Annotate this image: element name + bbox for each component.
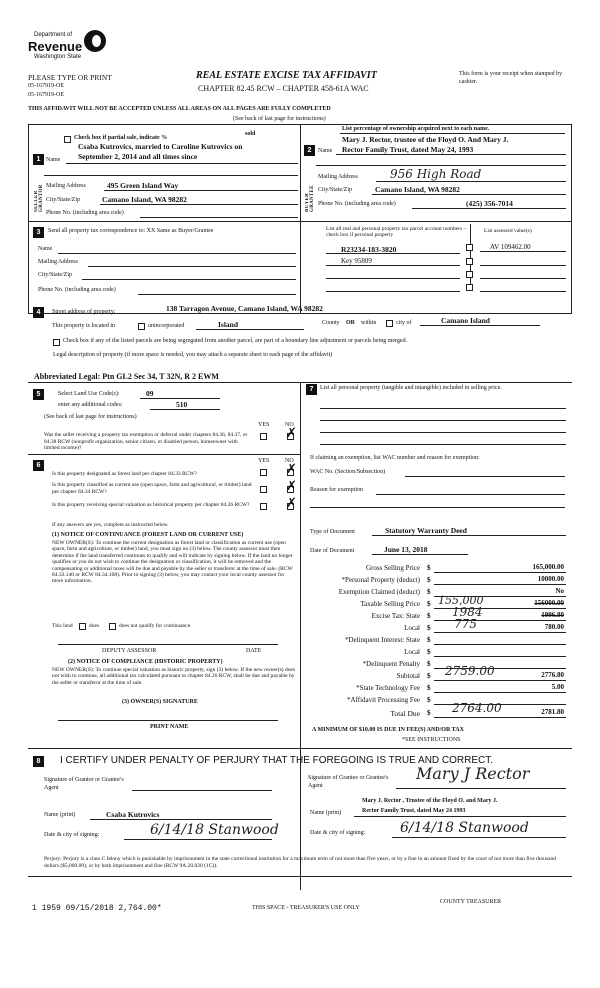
receipt-note: This form is your receipt when stamped by cashier. xyxy=(459,71,563,85)
seller-name-label: Name xyxy=(46,157,61,163)
grantor-date-label: Date & city of signing: xyxy=(44,832,100,838)
continuance-title: (1) NOTICE OF CONTINUANCE (FOREST LAND OR CURRENT USE) xyxy=(52,532,244,538)
chapter-label: CHAPTER 82.45 RCW – CHAPTER 458-61A WAC xyxy=(198,84,369,93)
deputy-assessor-label: DEPUTY ASSESSOR xyxy=(102,648,157,654)
certify-statement: I CERTIFY UNDER PENALTY OF PERJURY THAT THE FOREGOING IS TRUE AND CORRECT. xyxy=(60,755,494,766)
section-1-marker: 1 xyxy=(33,154,44,165)
within-label: within xyxy=(361,320,377,326)
county-treasurer-label: COUNTY TREASURER xyxy=(440,899,502,905)
assessed-value[interactable]: AV 109462.00 xyxy=(490,243,531,251)
excise-local-label: Local xyxy=(404,624,420,632)
reason-label: Reason for exemption xyxy=(310,487,363,493)
partial-sale-label: Check box if partial sale, indicate % xyxy=(74,135,168,141)
street-value[interactable]: 138 Tarragon Avenue, Camano Island, WA 98282 xyxy=(166,304,323,313)
exemption-claimed-value[interactable]: No xyxy=(555,587,564,595)
seller-mailing-value[interactable]: 495 Green Island Way xyxy=(107,181,179,190)
forest-yes-label: YES xyxy=(258,458,270,464)
taxable-struck-value[interactable]: 156000.00 xyxy=(534,599,564,607)
forest-no-label: NO xyxy=(285,458,294,464)
grantee-date-city[interactable]: 6/14/18 Stanwood xyxy=(400,820,529,836)
form-title: REAL ESTATE EXCISE TAX AFFIDAVIT xyxy=(196,70,377,81)
subtotal-label: Subtotal xyxy=(396,672,420,680)
taxable-handwritten: 155,000 xyxy=(438,594,484,607)
seller-mailing-label: Mailing Address xyxy=(46,183,86,189)
does-not-checkbox[interactable] xyxy=(109,623,116,630)
compliance-text: NEW OWNER(S): To continue special valuation as historic property, sign (3) below. If the new owner(s) does not wish to continue, all additional tax calculated pursuant to chapter 84.26 RCW, shall be due and payable by the seller or transferor at the time of sale. xyxy=(52,667,296,686)
if-yes-label: If any answers are yes, complete as instructed below. xyxy=(52,522,169,528)
wac-claim-label: If claiming an exemption, list WAC number and reason for exemption: xyxy=(310,455,480,461)
city-of-label: city of xyxy=(396,320,412,326)
corr-mailing-label: Mailing Address xyxy=(38,259,78,265)
agency-state: Washington State xyxy=(34,54,82,60)
buyer-mailing-value[interactable]: 956 High Road xyxy=(390,167,482,181)
additional-codes-label: enter any additional codes: xyxy=(58,402,123,408)
section-5-marker: 5 xyxy=(33,389,44,400)
state-handwritten: 1984 xyxy=(452,605,483,619)
partial-sale-checkbox[interactable] xyxy=(64,136,71,143)
grantor-name-label: Name (print) xyxy=(44,812,76,818)
form-code-1: 05-167919-OE xyxy=(28,83,64,89)
total-handwritten: 2764.00 xyxy=(452,701,502,715)
unincorporated-label: unincorporated xyxy=(148,323,185,329)
exemption-claimed-label: Exemption Claimed (deduct) xyxy=(338,588,420,596)
state-struck-value[interactable]: 1996.80 xyxy=(541,611,564,619)
tech-fee-value[interactable]: 5.00 xyxy=(551,683,564,691)
county-label: County xyxy=(322,320,340,326)
grantor-name-value[interactable]: Csaba Kutrovics xyxy=(106,810,160,819)
section-6-marker: 6 xyxy=(33,460,44,471)
see-back-top: (See back of last page for instructions) xyxy=(233,116,326,122)
section-4-marker: 4 xyxy=(33,307,44,318)
grantor-date-city[interactable]: 6/14/18 Stanwood xyxy=(150,822,279,838)
forest-q3: Is this property receiving special valuation as historical property per chapter 84.26 RCW? xyxy=(52,502,250,508)
does-checkbox[interactable] xyxy=(79,623,86,630)
seller-city-label: City/State/Zip xyxy=(46,197,80,203)
ownership-label: List percentage of ownership acquired next to each name. xyxy=(342,126,490,132)
form-code-2: 05-167919-OE xyxy=(28,92,64,98)
taxable-label: Taxable Selling Price xyxy=(360,600,420,608)
abbreviated-legal[interactable]: Abbreviated Legal: Ptn GL2 Sec 34, T 32N, R 2 EWM xyxy=(34,372,219,381)
agency-logo xyxy=(28,30,118,68)
corr-name-label: Name xyxy=(38,246,53,252)
warning-banner: THIS AFFIDAVIT WILL NOT BE ACCEPTED UNLESS ALL AREAS ON ALL PAGES ARE FULLY COMPLETED xyxy=(28,106,331,112)
sold-label: sold xyxy=(245,131,256,137)
print-name-label: PRINT NAME xyxy=(150,724,189,730)
total-due-label: Total Due xyxy=(390,709,420,718)
parcel-row-1[interactable]: R23234-183-3820 xyxy=(341,245,397,254)
forest-q1-x-mark: ✗ xyxy=(286,462,297,477)
parcel-row-2[interactable]: Key 95809 xyxy=(341,257,372,265)
buyer-name-2[interactable]: Rector Family Trust, dated May 24, 1993 xyxy=(342,145,474,154)
unincorporated-checkbox[interactable] xyxy=(138,323,145,330)
section-8-marker: 8 xyxy=(33,756,44,767)
seller-city-value[interactable]: Camano Island, WA 98282 xyxy=(102,195,187,204)
land-does-label: This land xyxy=(52,623,73,629)
doc-type-label: Type of Document xyxy=(310,529,355,535)
city-value[interactable]: Camano Island xyxy=(441,316,490,325)
subtotal-value[interactable]: 2776.80 xyxy=(541,671,564,679)
grantee-signature[interactable]: Mary J Rector xyxy=(416,764,530,783)
personal-deduct-value[interactable]: 10000.00 xyxy=(537,575,564,583)
doc-type-value[interactable]: Statutory Warranty Deed xyxy=(385,526,467,535)
or-label: OR xyxy=(346,320,355,326)
grantee-name-1: Mary J. Rector , Trustee of the Floyd O. and Mary J. xyxy=(362,798,498,804)
buyer-phone-label: Phone No. (including area code) xyxy=(318,201,396,207)
buyer-name-1: Mary J. Rector, trustee of the Floyd O. And Mary J. xyxy=(342,135,509,144)
exemption-question: Was the seller receiving a property tax exemption or deferral under chapters 84.36, 84.37, or 84.38 RCW (nonprofit organization, senior citizen, or disabled person, homeowner with limited income)? xyxy=(44,432,248,451)
unincorporated-value[interactable]: Island xyxy=(218,320,239,329)
doc-date-label: Date of Document xyxy=(310,548,355,554)
parcel-3-personal-checkbox[interactable] xyxy=(466,271,473,278)
see-instructions: *SEE INSTRUCTIONS xyxy=(402,737,461,743)
grantee-sig-label: Signature of Grantee or Grantee's Agent xyxy=(308,775,389,789)
exemption-no-x-mark: ✗ xyxy=(286,426,297,441)
doc-date-value[interactable]: June 13, 2018 xyxy=(384,545,428,554)
parcel-4-personal-checkbox[interactable] xyxy=(466,284,473,291)
excise-state-label: Excise Tax: State xyxy=(371,612,420,620)
gross-value[interactable]: 165,000.00 xyxy=(532,563,564,571)
personal-deduct-label: *Personal Property (deduct) xyxy=(341,576,420,584)
buyer-name-label: Name xyxy=(318,148,333,154)
compliance-title: (2) NOTICE OF COMPLIANCE (HISTORIC PROPERTY) xyxy=(68,659,223,665)
correspondence-label: Send all property tax correspondence to: XX Same as Buyer/Grantee xyxy=(48,228,214,234)
land-use-label: Select Land Use Code(s): xyxy=(58,391,120,397)
tech-fee-label: *State Technology Fee xyxy=(356,684,420,692)
forest-q3-x-mark: ✗ xyxy=(286,496,297,511)
delinquent-local-label: Local xyxy=(404,648,420,656)
parcel-1-personal-checkbox[interactable] xyxy=(466,244,473,251)
wac-no-label: WAC No. (Section/Subsection) xyxy=(310,469,386,475)
buyer-phone-value[interactable]: (425) 356-7014 xyxy=(466,199,513,208)
owner-signature-label: (3) OWNER(S) SIGNATURE xyxy=(122,699,198,705)
continuance-text: NEW OWNER(S): To continue the current designation as forest land or classification as current use (open space, farm and agriculture, or timber) land, you must sign on (3) below. The county assessor must then determine if the land transferred continues to qualify and will indicate by signing below. If the land no longer qualifies or you do not wish to continue the designation or classification, it will be removed and the compensating or additional taxes will be due and payable by the seller or transferor at the time of sale. (RCW 84.33.140 or RCW 84.34.108). Prior to signing (3) below, you may contact your local county assessor for more information. xyxy=(52,540,293,585)
forest-q2-x-mark: ✗ xyxy=(286,479,297,494)
personal-property-label: List all personal property (tangible and intangible) included in selling price. xyxy=(320,385,502,391)
delinquent-state-label: *Delinquent Interest: State xyxy=(344,636,420,644)
perjury-note: Perjury: Perjury is a class C felony which is punishable by imprisonment in the state correctional institution for a maximum term of not more than five years, or by a fine in an amount fixed by the court of not more than five thousand dollars ($5,000.00), or by both imprisonment and fine (RCW 9A.20.020 (1C)). xyxy=(44,856,556,869)
street-label: Street address of property: xyxy=(52,309,116,315)
parcels-header: List all real and personal property tax parcel account numbers – check box if personal property xyxy=(326,226,467,238)
agency-name: Revenue xyxy=(28,39,83,54)
total-due-value[interactable]: 2781.80 xyxy=(541,708,564,716)
grantee-name-2[interactable]: Rector Family Trust, dated May 24 1993 xyxy=(362,808,466,814)
seller-phone-label: Phone No. (including area code) xyxy=(46,210,124,216)
seller-name-2[interactable]: September 2, 2014 and all times since xyxy=(78,152,198,161)
please-type-label: PLEASE TYPE OR PRINT xyxy=(28,73,112,82)
forest-q2: Is this property classified as current use (open space, farm and agricultural, or timber) land per chapter 84.34 RCW? xyxy=(52,482,252,495)
section-3-marker: 3 xyxy=(33,227,44,238)
buyer-city-value[interactable]: Camano Island, WA 98282 xyxy=(375,185,460,194)
located-label: This property is located in xyxy=(52,323,115,329)
penalty-label: *Delinquent Penalty xyxy=(362,660,420,668)
does-not-label: does not qualify for continuance. xyxy=(119,623,192,629)
local-value[interactable]: 780.00 xyxy=(544,623,564,631)
section-7-marker: 7 xyxy=(306,384,317,395)
does-label: does xyxy=(89,623,100,629)
segregated-label: Check box if any of the listed parcels are being segregated from another parcel, are part of a boundary line adjustment or parcels being merged. xyxy=(63,338,408,344)
exemption-yes-checkbox[interactable] xyxy=(260,433,267,440)
additional-codes-value[interactable]: 510 xyxy=(176,400,188,409)
parcel-2-personal-checkbox[interactable] xyxy=(466,258,473,265)
grantee-name-label: Name (print) xyxy=(310,810,342,816)
seller-name-1: Csaba Kutrovics, married to Caroline Kutrovics on xyxy=(78,142,243,151)
buyer-vertical-label: BUYER GRANTEE xyxy=(305,185,315,212)
gross-label: Gross Selling Price xyxy=(365,564,420,572)
section-2-marker: 2 xyxy=(304,145,315,156)
forest-q1: Is this property designated as forest land per chapter 84.33 RCW? xyxy=(52,471,197,477)
assessed-header: List assessed value(s) xyxy=(484,228,532,234)
subtotal-handwritten: 2759.00 xyxy=(445,664,495,678)
land-use-see-back: (See back of last page for instructions) xyxy=(44,414,137,420)
buyer-mailing-label: Mailing Address xyxy=(318,174,358,180)
exemption-yes-label: YES xyxy=(258,422,270,428)
buyer-city-label: City/State/Zip xyxy=(318,187,352,193)
grantor-sig-label: Signature of Grantor or Grantor's Agent xyxy=(44,777,124,791)
seller-vertical-label: SELLER GRANTOR xyxy=(34,184,44,212)
forest-q3-yes-checkbox[interactable] xyxy=(260,503,267,510)
forest-q1-yes-checkbox[interactable] xyxy=(260,469,267,476)
legal-desc-label: Legal description of property (if more space is needed, you may attach a separate sheet to each page of the affidavit) xyxy=(53,352,333,358)
exemption-no-label: NO xyxy=(285,422,294,428)
grantee-date-label: Date & city of signing: xyxy=(310,830,366,836)
processing-fee-label: *Affidavit Processing Fee xyxy=(347,696,420,704)
deputy-date-label: DATE xyxy=(246,648,262,654)
cashier-stamp: 1 1959 09/15/2018 2,764.00* xyxy=(32,904,162,913)
city-checkbox[interactable] xyxy=(386,320,393,327)
forest-q2-yes-checkbox[interactable] xyxy=(260,486,267,493)
treasurer-space-label: THIS SPACE - TREASURER'S USE ONLY xyxy=(252,905,360,911)
corr-phone-label: Phone No. (including area code) xyxy=(38,287,116,293)
land-use-code[interactable]: 09 xyxy=(146,389,154,398)
agency-line1: Department of xyxy=(34,32,73,38)
minimum-note: A MINIMUM OF $10.00 IS DUE IN FEE(S) AND/OR TAX xyxy=(312,727,464,733)
corr-city-label: City/State/Zip xyxy=(38,272,72,278)
local-handwritten: 775 xyxy=(454,617,477,631)
segregated-checkbox[interactable] xyxy=(53,339,60,346)
